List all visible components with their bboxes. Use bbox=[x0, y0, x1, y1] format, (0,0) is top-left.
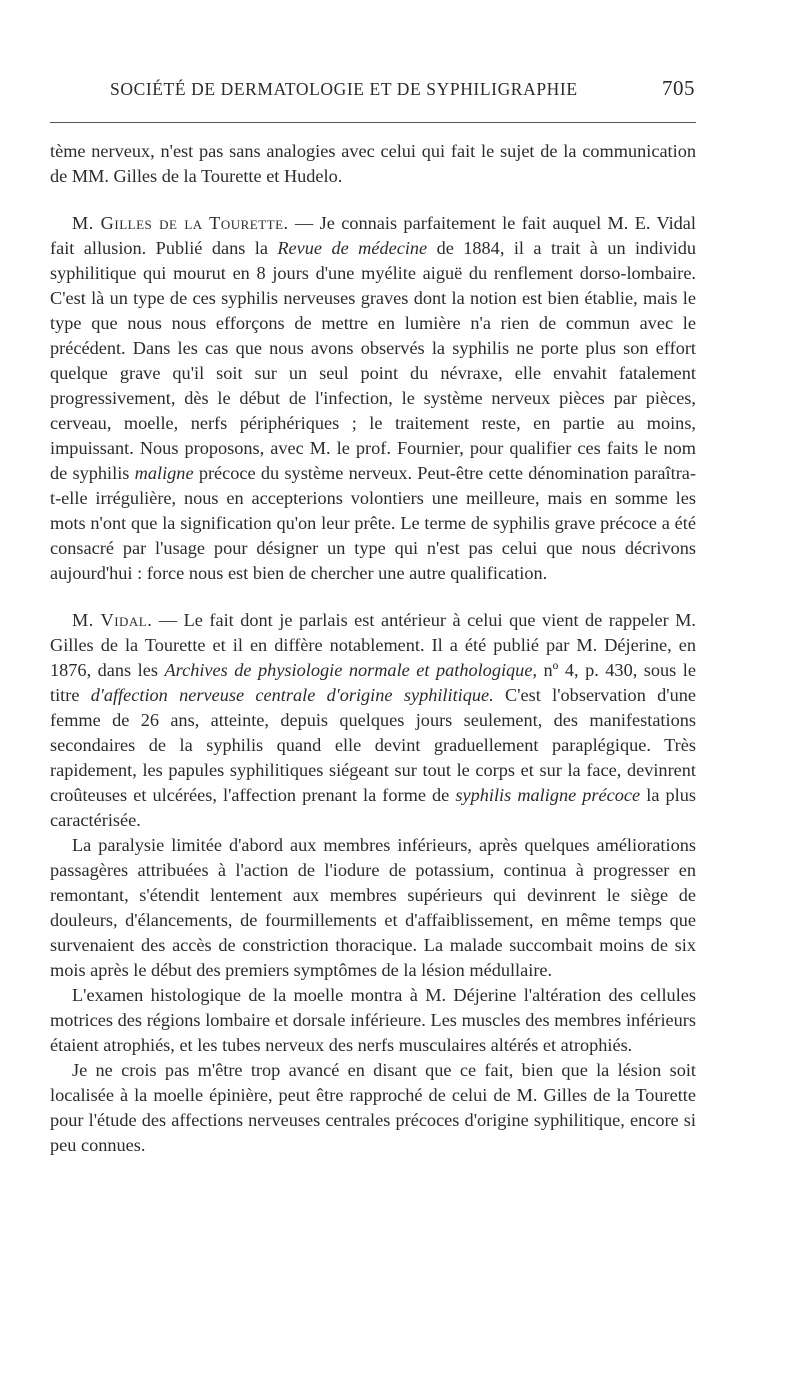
paragraph-examen: L'examen histologique de la moelle montra à M. Déjerine l'altération des cellules motrices des régions lombaire et dorsale inférieure. Les muscles des membres inférieurs étaient atrophiés, et les tubes nerveux des nerfs musculaires altérés et atrophiés. bbox=[50, 985, 696, 1055]
paragraph-text: la plus caractérisée. bbox=[50, 785, 696, 830]
paragraph-text: de 1884, il a trait à un individu syphilitique qui mourut en 8 jours d'une myélite aiguë du renflement dorso-lombaire. C'est là un type de ces syphilis nerveuses graves dont la notion est bien établie, mais le type que nous nous efforçons de mettre en lumière n'a rien de commun avec le précédent. Dans les cas que nous avons observés la syphilis ne porte plus son effort quelque grave qu'il soit sur un seul point du névraxe, elle envahit fatalement progressivement, dès le début de l'infection, le système nerveux pièces par pièces, cerveau, moelle, nerfs périphériques ; le traitement reste, en partie au moins, impuissant. Nous proposons, avec M. le prof. Fournier, pour qualifier ces faits le nom de syphilis bbox=[50, 238, 696, 483]
paragraph-conclusion: Je ne crois pas m'être trop avancé en disant que ce fait, bien que la lésion soit localisée à la moelle épinière, peut être rapproché de celui de M. Gilles de la Tourette pour l'étude des affections nerveuses centrales précoces d'origine syphilitique, encore si peu connues. bbox=[50, 1060, 696, 1155]
paragraph-text: — Le fait dont je parlais est antérieur à celui que vient de rappeler M. Gilles de la Tourette et il en diffère notablement. Il a été publié par M. Déjerine, en 1876, dans les bbox=[50, 610, 697, 680]
body-text bbox=[50, 139, 696, 1158]
journal-title: Archives de physiologie normale et pathologique bbox=[164, 660, 533, 680]
paragraph-gilles-de-la-tourette bbox=[50, 211, 696, 586]
paragraph-text: C'est l'observation d'une femme de 26 ans, atteinte, depuis quelques jours seulement, des manifestations secondaires de la syphilis quand elle devint graduellement paraplégique. Très rapidement, les papules syphilitiques siégeant sur tout le corps et sur la face, devinrent croûteuses et ulcérées, l'affection prenant la forme de bbox=[50, 685, 696, 805]
article-title: d'affection nerveuse centrale d'origine syphilitique. bbox=[90, 685, 494, 705]
paragraph-text: — Je connais parfaitement le fait auquel M. E. Vidal fait allusion. Publié dans la bbox=[50, 213, 697, 258]
speaker-name: M. Vidal. bbox=[72, 610, 153, 630]
running-title: SOCIÉTÉ DE DERMATOLOGIE ET DE SYPHILIGRAPHIE bbox=[110, 79, 578, 99]
header-rule bbox=[50, 122, 696, 123]
paragraph-text: précoce du système nerveux. Peut-être cette dénomination paraîtra-t-elle irrégulière, nous en accepterions volontiers une meilleure, mais en somme les mots n'ont que la signification qu'on leur prête. Le terme de syphilis grave précoce a été consacré par l'usage pour désigner un type qui n'est pas celui que nous décrivons aujourd'hui : force nous est bien de chercher une autre qualification. bbox=[50, 463, 696, 583]
page-number: 705 bbox=[662, 76, 695, 100]
emphasis-term: syphilis maligne précoce bbox=[455, 785, 641, 805]
paragraph-continuation: tème nerveux, n'est pas sans analogies avec celui qui fait le sujet de la communication de MM. Gilles de la Tourette et Hudelo. bbox=[50, 141, 696, 186]
emphasis-term: maligne bbox=[134, 463, 194, 483]
running-header bbox=[110, 76, 695, 106]
paragraph-text: , nº 4, p. 430, sous le titre bbox=[50, 660, 696, 705]
journal-title: Revue de médecine bbox=[277, 238, 428, 258]
paragraph-vidal bbox=[50, 608, 696, 833]
speaker-name: M. Gilles de la Tourette. bbox=[72, 213, 289, 233]
paragraph-paralysie: La paralysie limitée d'abord aux membres inférieurs, après quelques améliorations passagères attribuées à l'action de l'iodure de potassium, continua à progresser en remontant, s'étendit lentement aux membres supérieurs qui devinrent le siège de douleurs, d'élancements, de fourmillements et d'affaiblissement, en même temps que survenaient des accès de constriction thoracique. La malade succombait moins de six mois après le début des premiers symptômes de la lésion médullaire. bbox=[50, 835, 696, 980]
